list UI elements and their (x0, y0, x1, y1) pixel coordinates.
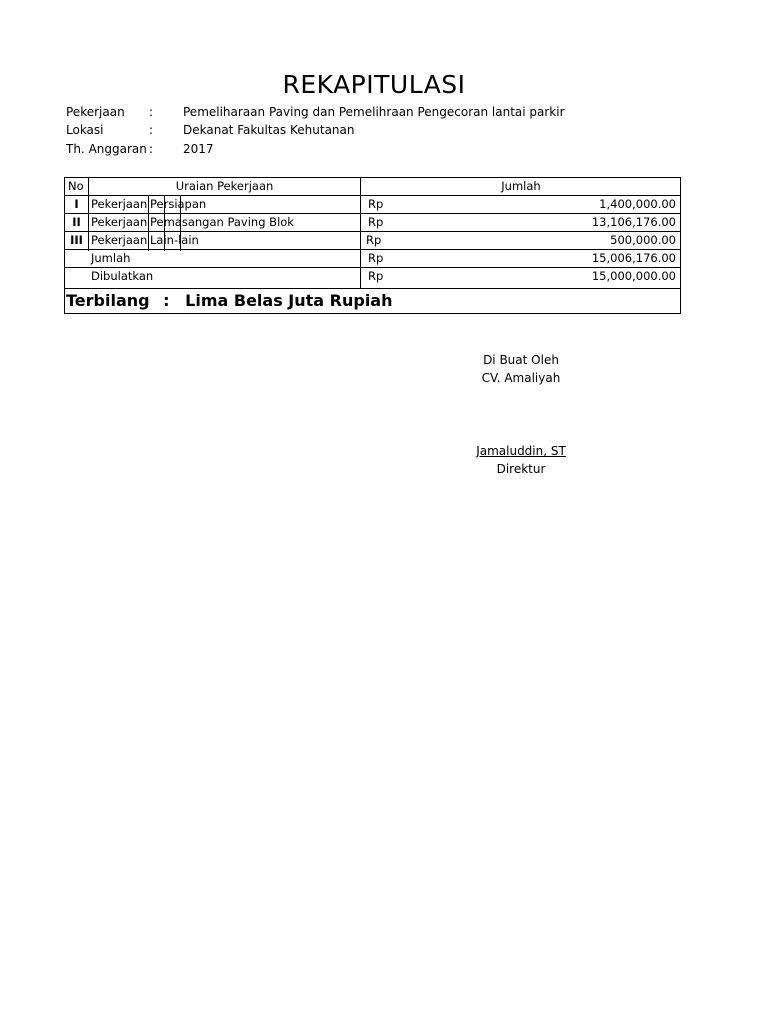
meta-pekerjaan (66, 103, 666, 121)
meta-colon: : (149, 142, 154, 156)
meta-anggaran (66, 140, 666, 158)
row-currency: Rp (368, 215, 384, 229)
row-no: II (72, 215, 81, 229)
signature-company: CV. Amaliyah (481, 371, 561, 385)
table-row (65, 196, 680, 214)
row-amount: 500,000.00 (610, 233, 676, 247)
row-uraian-part2: Lain-lain (150, 233, 199, 247)
total-currency: Rp (368, 251, 384, 265)
rounded-label: Dibulatkan (91, 269, 154, 283)
meta-label: Th. Anggaran (66, 142, 147, 156)
header-no: No (68, 179, 84, 193)
meta-value: 2017 (183, 142, 214, 156)
signature-name: Jamaluddin, ST (476, 444, 566, 458)
meta-value: Pemeliharaan Paving dan Pemelihraan Pengecoran lantai parkir (183, 105, 565, 119)
rounded-amount: 15,000,000.00 (591, 269, 676, 283)
signature-position: Direktur (496, 462, 546, 476)
row-amount: 13,106,176.00 (591, 215, 676, 229)
row-currency: Rp (368, 197, 384, 211)
row-uraian-part2: Pemasangan Paving Blok (150, 215, 294, 229)
rounded-row (65, 268, 680, 289)
header-uraian: Uraian Pekerjaan (175, 179, 274, 193)
row-uraian-part1: Pekerjaan (91, 215, 148, 229)
meta-colon: : (149, 123, 154, 137)
signature-made-by: Di Buat Oleh (483, 353, 559, 367)
row-uraian-part1: Pekerjaan (91, 233, 148, 247)
table-row (65, 232, 680, 250)
table-row (65, 214, 680, 232)
table-header-row (65, 178, 680, 196)
total-label: Jumlah (91, 251, 131, 265)
meta-colon: : (149, 105, 154, 119)
terbilang-label: Terbilang (66, 291, 150, 310)
rounded-currency: Rp (368, 269, 384, 283)
row-uraian-part2: Persiapan (150, 197, 207, 211)
terbilang-value: Lima Belas Juta Rupiah (185, 291, 393, 310)
meta-label: Lokasi (66, 123, 104, 137)
total-amount: 15,006,176.00 (591, 251, 676, 265)
row-amount: 1,400,000.00 (599, 197, 676, 211)
meta-value: Dekanat Fakultas Kehutanan (183, 123, 355, 137)
total-row (65, 250, 680, 268)
recap-table (64, 177, 681, 314)
terbilang-colon: : (163, 291, 170, 310)
header-jumlah: Jumlah (501, 179, 541, 193)
row-currency: Rp (366, 233, 382, 247)
page-title: REKAPITULASI (282, 70, 466, 99)
row-uraian-part1: Pekerjaan (91, 197, 148, 211)
meta-lokasi (66, 121, 666, 139)
row-no: I (74, 197, 79, 211)
meta-label: Pekerjaan (66, 105, 125, 119)
terbilang-line (66, 290, 393, 312)
row-no: III (70, 233, 83, 247)
